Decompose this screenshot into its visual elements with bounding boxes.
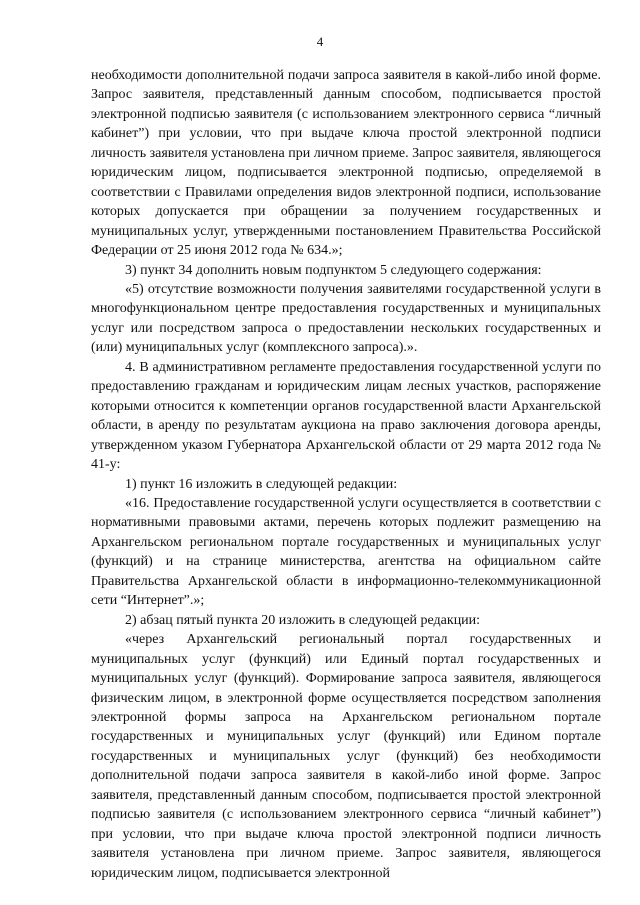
paragraph-item-3: 3) пункт 34 дополнить новым подпунктом 5 следующего содержания: (125, 262, 542, 278)
page-number: 4 (316, 34, 324, 49)
paragraph-quote-16: «16. Предоставление государственной услуги осуществляется в соответствии с нормативными правовыми актами, перечень которых подлежит размещению на Архангельском региональном портале государственных и муниципальных услуг (функций) и на странице министерства, агентства на официальном сайте Правительства Архангельской области в информационно-телекоммуникационной сети “Интернет”.»; (91, 495, 601, 609)
document-body (91, 66, 601, 883)
paragraph-quote-portal: «через Архангельский региональный портал государственных и муниципальных услуг (функций) или Единый портал государственных и муниципальных услуг (функций). Формирование запроса заявителя, являющегося физическим лицом, в электронной форме осуществляется посредством заполнения электронной формы запроса на Архангельском региональном портале государственных и муниципальных услуг (функций) или Едином портале государственных и муниципальных услуг (функций) без необходимости дополнительной подачи запроса заявителя в какой-либо иной форме. Запрос заявителя, представленный данным способом, подписывается простой электронной подписью заявителя (с использованием электронного сервиса “личный кабинет”) при условии, что при выдаче ключа простой электронной подписи личность заявителя установлена при личном приеме. Запрос заявителя, являющегося юридическим лицом, подписывается электронной (91, 632, 601, 881)
paragraph-item-1: 1) пункт 16 изложить в следующей редакции: (125, 476, 398, 492)
paragraph-quote-5: «5) отсутствие возможности получения заявителями государственной услуги в многофункциональном центре предоставления государственных и муниципальных услуг или посредством запроса о предоставлении нескольких государственных и (или) муниципальных услуг (комплексного запроса).». (91, 281, 601, 356)
paragraph-section-4: 4. В административном регламенте предоставления государственной услуги по предоставлению гражданам и юридическим лицам лесных участков, распоряжение которыми относится к компетенции органов государственной власти Архангельской области, в аренду по результатам аукциона на право заключения договора аренды, утвержденном указом Губернатора Архангельской области от 29 марта 2012 года № 41-у: (91, 359, 601, 473)
paragraph-continuation: необходимости дополнительной подачи запроса заявителя в какой-либо иной форме. Запрос заявителя, представленный данным способом, подписывается простой электронной подписью заявителя (с использованием электронного сервиса “личный кабинет”) при условии, что при выдаче ключа простой электронной подписи личность заявителя установлена при личном приеме. Запрос заявителя, являющегося юридическим лицом, подписывается электронной подписью, определяемой в соответствии с Правилами определения видов электронной подписи, использование которых допускается при обращении за получением государственных и муниципальных услуг, утвержденными постановлением Правительства Российской Федерации от 25 июня 2012 года № 634.»; (91, 68, 601, 259)
paragraph-item-2: 2) абзац пятый пункта 20 изложить в следующей редакции: (125, 612, 481, 628)
